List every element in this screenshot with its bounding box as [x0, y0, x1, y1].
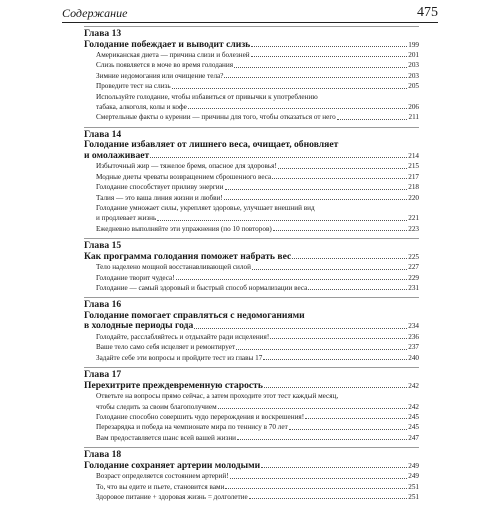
chapter-title: и омолаживает: [84, 149, 150, 161]
entry-title: Вам предоставляется шанс всей вашей жизни: [96, 433, 237, 442]
entry-title: Ежедневно выполняйте эти упражнения (по 10 повторов): [96, 224, 272, 233]
entry-page: 236: [408, 332, 419, 341]
chapter-title: Как программа голодания поможет набрать вес: [84, 250, 292, 262]
toc-entry: [84, 50, 419, 60]
dot-leader: [218, 408, 408, 409]
chapter-label: Глава 16: [84, 299, 122, 311]
chapter-section: [84, 367, 419, 443]
toc-entry: [84, 391, 419, 401]
dot-leader: [273, 230, 407, 231]
entry-page: 245: [408, 423, 419, 432]
toc-entry: [84, 92, 419, 102]
chapter-label: Глава 18: [84, 449, 122, 461]
dot-leader: [194, 328, 407, 329]
entry-page: 229: [408, 273, 419, 282]
entry-page: 251: [408, 482, 419, 491]
chapter-label: Глава 15: [84, 240, 122, 252]
chapter-title: Голодание избавляет от лишнего веса, очищает, обновляет: [84, 139, 339, 151]
chapter-page: 199: [408, 40, 419, 49]
page-header: [62, 4, 438, 23]
chapter-title-line: [84, 252, 419, 263]
toc-entry: [84, 213, 419, 223]
dot-leader: [225, 189, 408, 190]
chapter-label: Глава 14: [84, 128, 122, 140]
toc-entry: [84, 60, 419, 70]
entry-title: Проведите тест на слизь: [96, 82, 171, 91]
toc-entry: [84, 283, 419, 293]
dot-leader: [236, 349, 407, 350]
entry-title: Голодание способно совершить чудо перерождения и воскрешения!: [96, 412, 305, 421]
dot-leader: [270, 338, 407, 339]
entry-title: Смертельные факты о курении — причины для того, чтобы отказаться от него: [96, 113, 336, 122]
chapter-page: 225: [408, 252, 419, 261]
dot-leader: [305, 418, 407, 419]
toc-entry: [84, 342, 419, 352]
dot-leader: [337, 119, 408, 120]
running-title: Содержание: [62, 6, 128, 20]
dot-leader: [251, 46, 407, 47]
entry-title: Ответьте на вопросы прямо сейчас, а затем проходите этот тест каждый месяц,: [96, 392, 339, 401]
dot-leader: [261, 467, 407, 468]
dot-leader: [172, 88, 408, 89]
dot-leader: [272, 178, 407, 179]
toc-entry: [84, 71, 419, 81]
chapter-page: 249: [408, 461, 419, 470]
entry-title: Тело наделено мощной восстанавливающей силой: [96, 263, 251, 272]
page-number: 475: [417, 5, 438, 20]
entry-page: 249: [408, 472, 419, 481]
toc-entry: [84, 203, 419, 213]
entry-page: 223: [408, 224, 419, 233]
entry-page: 231: [408, 284, 419, 292]
chapter-label: Глава 13: [84, 28, 122, 39]
toc-entry: [84, 172, 419, 182]
toc-entry: [84, 273, 419, 283]
dot-leader: [224, 199, 407, 200]
toc-entry: [84, 492, 419, 502]
toc-entry: [84, 482, 419, 492]
dot-leader: [234, 67, 407, 68]
entry-title: Возраст определяется состоянием артерий!: [96, 472, 229, 481]
entry-title: чтобы следить за своим благополучием: [96, 402, 217, 411]
dot-leader: [225, 488, 407, 489]
entry-title: Голодание творит чудеса!: [96, 273, 175, 282]
dot-leader: [263, 359, 407, 360]
entry-title: Голодание способствует приливу энергии: [96, 183, 224, 192]
entry-page: 221: [408, 214, 419, 223]
chapter-title: Перехитрите преждевременную старость: [84, 379, 263, 391]
chapter-section: [84, 26, 419, 123]
dot-leader: [230, 478, 408, 479]
entry-page: 245: [408, 412, 419, 421]
entry-title: Ваше тело само себя исцеляет и ремонтирует: [96, 343, 236, 352]
entry-page: 201: [408, 51, 419, 59]
entry-page: 227: [408, 263, 419, 272]
entry-title: Голодание умножает силы, укрепляет здоровье, улучшает внешний вид: [96, 203, 315, 212]
entry-page: 240: [408, 353, 419, 362]
toc-entry: [84, 112, 419, 122]
chapter-section: [84, 297, 419, 363]
entry-title: табака, алкоголя, колы и кофе: [96, 103, 187, 112]
toc-entry: [84, 182, 419, 192]
entry-page: 205: [408, 82, 419, 91]
chapter-title-line: [84, 151, 419, 162]
entry-page: 251: [408, 492, 419, 501]
entry-page: 203: [408, 71, 419, 80]
entry-title: Голодайте, расслабляйтесь и отдыхайте ради исцеления!: [96, 332, 270, 341]
entry-page: 220: [408, 193, 419, 202]
chapter-section: [84, 447, 419, 502]
entry-title: Задайте себе эти вопросы и пройдите тест из главы 17: [96, 353, 263, 362]
chapter-title-line: [84, 321, 419, 332]
entry-title: Здоровое питание + здоровая жизнь = долголетие: [96, 492, 248, 501]
entry-page: 211: [408, 113, 419, 122]
toc-entry: [84, 422, 419, 432]
entry-page: 215: [408, 162, 419, 171]
entry-title: То, что вы едите и пьете, становится вами: [96, 482, 225, 491]
chapter-section: [84, 238, 419, 293]
entry-title: Перезарядка и победа на чемпионате мира по теннису в 70 лет: [96, 423, 288, 432]
dot-leader: [289, 429, 408, 430]
toc-entry: [84, 332, 419, 342]
chapter-title: Голодание помогает справляться с недомоганиями: [84, 309, 305, 321]
entry-page: 217: [408, 172, 419, 181]
chapter-page: 214: [408, 151, 419, 160]
toc-entry: [84, 433, 419, 443]
dot-leader: [252, 269, 407, 270]
entry-page: 203: [408, 61, 419, 70]
entry-page: 242: [408, 402, 419, 411]
toc-entry: [84, 81, 419, 91]
toc-entry: [84, 161, 419, 171]
chapter-title: Голодание сохраняет артерии молодыми: [84, 459, 261, 471]
chapter-title: в холодные периоды года: [84, 320, 194, 332]
entry-title: Талия — это ваша линия жизни и любви!: [96, 193, 223, 202]
entry-page: 206: [408, 103, 419, 112]
dot-leader: [224, 77, 407, 78]
toc-entry: [84, 224, 419, 234]
toc-entry: [84, 102, 419, 112]
chapter-title: Голодание побеждает и выводит слизь: [84, 38, 251, 50]
entry-page: 218: [408, 183, 419, 192]
dot-leader: [292, 258, 407, 259]
chapter-section: [84, 127, 419, 234]
dot-leader: [249, 498, 408, 499]
dot-leader: [188, 108, 407, 109]
chapter-title-line: [84, 381, 419, 392]
toc-entry: [84, 402, 419, 412]
entry-title: Слизь появляется в мочe во время голодания: [96, 61, 234, 70]
dot-leader: [237, 439, 407, 440]
dot-leader: [150, 157, 407, 158]
chapter-title-line: [84, 461, 419, 472]
toc-entry: [84, 193, 419, 203]
entry-title: Модные диеты чреваты возвращением сброшенного веса: [96, 172, 272, 181]
chapter-label: Глава 17: [84, 369, 122, 381]
entry-title: Голодание — самый здоровый и быстрый способ нормализации веса: [96, 284, 308, 292]
entry-title: Избыточный жир — тяжелое бремя, опасное для здоровья!: [96, 162, 277, 171]
dot-leader: [157, 220, 407, 221]
toc-entry: [84, 262, 419, 272]
dot-leader: [176, 279, 408, 280]
chapter-page: 242: [408, 381, 419, 390]
entry-title: и продлевает жизнь: [96, 214, 157, 223]
table-of-contents: [84, 26, 419, 506]
dot-leader: [251, 56, 408, 57]
entry-title: Американская диета — причина слизи и болезней: [96, 51, 250, 59]
entry-page: 247: [408, 433, 419, 442]
dot-leader: [278, 168, 407, 169]
toc-entry: [84, 471, 419, 481]
entry-title: Используйте голодание, чтобы избавиться от привычки к употреблению: [96, 92, 318, 101]
dot-leader: [308, 289, 407, 290]
chapter-title-line: [84, 40, 419, 51]
chapter-page: 234: [408, 322, 419, 331]
entry-title: Зимние недомогания или очищение тела?: [96, 71, 224, 80]
toc-entry: [84, 412, 419, 422]
dot-leader: [264, 387, 407, 388]
entry-page: 237: [408, 343, 419, 352]
toc-entry: [84, 353, 419, 363]
